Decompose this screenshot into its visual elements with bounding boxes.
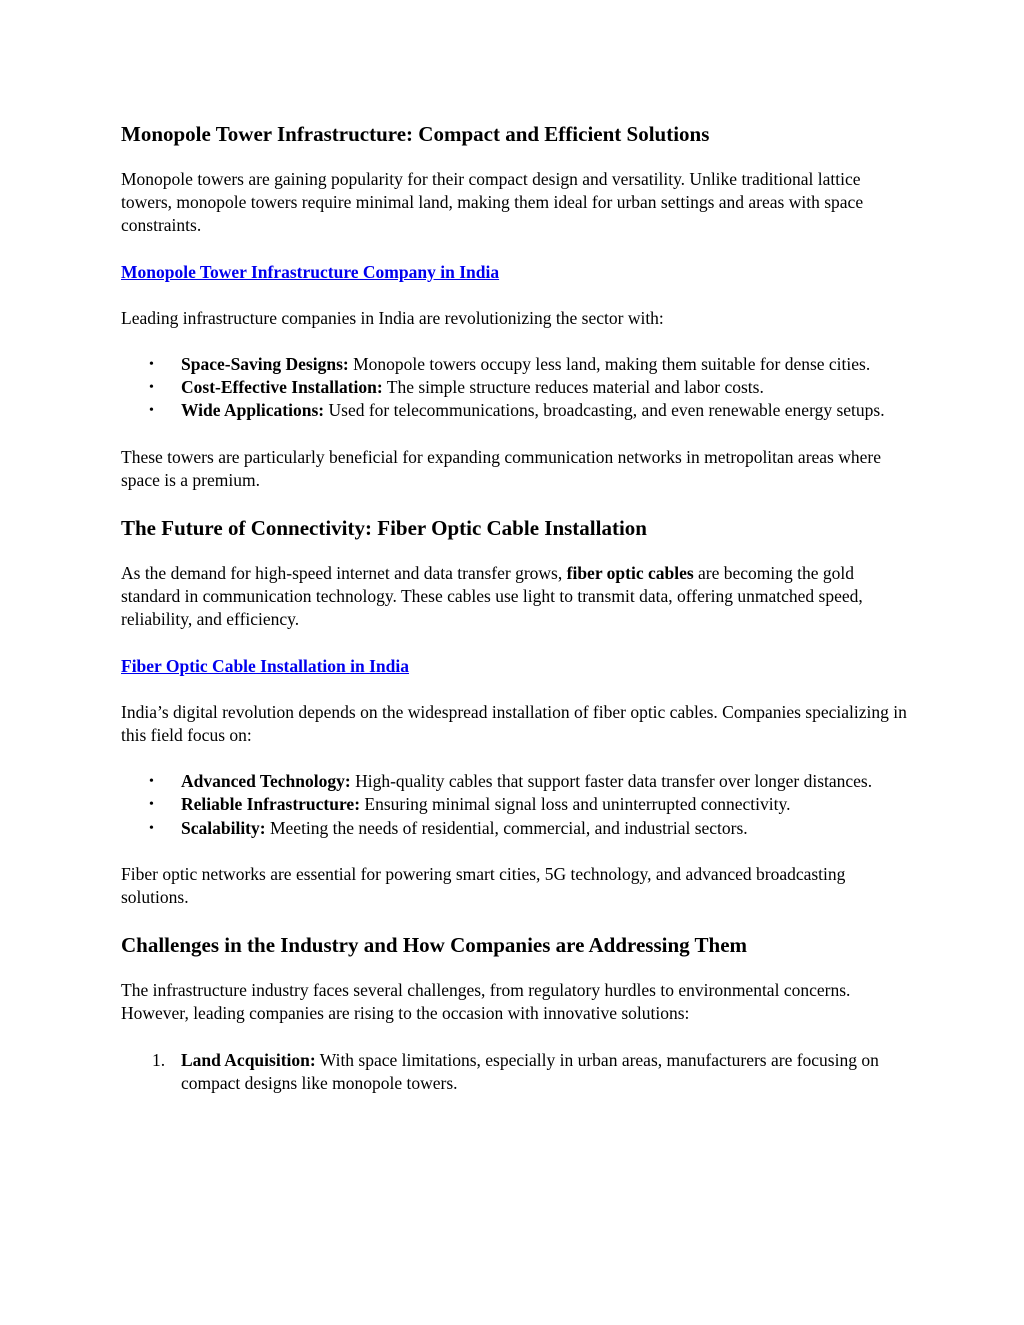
bullet-text: Monopole towers occupy less land, making them suitable for dense cities.	[348, 354, 871, 375]
fiber-installation-link[interactable]: Fiber Optic Cable Installation in India	[121, 655, 409, 676]
bullet-text: Ensuring minimal signal loss and uninterrupted connectivity.	[360, 794, 791, 815]
section-heading-challenges: Challenges in the Industry and How Companies are Addressing Them	[121, 933, 748, 958]
monopole-intro-paragraph: Monopole towers are gaining popularity for their compact design and versatility. Unlike traditional lattice towers, monopole towers require minimal land, making them ideal for urban settings and areas with space constraints.	[121, 169, 864, 236]
fiber-intro-text: As the demand for high-speed internet and data transfer grows,	[121, 563, 567, 584]
fiber-intro-paragraph	[121, 562, 911, 632]
list-item	[121, 353, 911, 376]
fiber-intro-text-end: are becoming the gold standard in communication technology. These cables use light to transmit data, offering unmatched speed, reliability, and efficiency.	[121, 563, 863, 630]
list-item	[121, 793, 911, 816]
fiber-intro-bold: fiber optic cables	[566, 563, 694, 584]
bullet-term: Cost-Effective Installation:	[181, 377, 383, 398]
monopole-benefits-list	[121, 353, 911, 423]
fiber-closing-paragraph: Fiber optic networks are essential for powering smart cities, 5G technology, and advanced broadcasting solutions.	[121, 863, 846, 908]
fiber-focus-list	[121, 770, 911, 840]
bullet-text: High-quality cables that support faster data transfer over longer distances.	[350, 771, 873, 792]
bullet-term: Space-Saving Designs:	[181, 354, 349, 375]
bullet-term: Reliable Infrastructure:	[181, 794, 361, 815]
section-heading-fiber: The Future of Connectivity: Fiber Optic Cable Installation	[121, 516, 647, 541]
list-item	[121, 399, 911, 422]
bullet-text: The simple structure reduces material and labor costs.	[382, 377, 764, 398]
list-term: Land Acquisition:	[181, 1049, 316, 1070]
list-number: 1.	[152, 1049, 166, 1070]
bullet-text: Used for telecommunications, broadcasting, and even renewable energy setups.	[324, 400, 885, 421]
list-item	[121, 817, 911, 840]
monopole-company-link[interactable]: Monopole Tower Infrastructure Company in India	[121, 261, 500, 282]
section-heading-monopole: Monopole Tower Infrastructure: Compact and Efficient Solutions	[121, 122, 710, 146]
monopole-closing-paragraph: These towers are particularly beneficial for expanding communication networks in metropolitan areas where space is a premium.	[121, 446, 881, 490]
fiber-lead-paragraph: India’s digital revolution depends on the widespread installation of fiber optic cables. Companies specializing in this field focus on:	[121, 701, 907, 746]
bullet-term: Advanced Technology:	[181, 771, 351, 792]
bullet-text: Meeting the needs of residential, commercial, and industrial sectors.	[265, 817, 748, 838]
document-page	[121, 121, 911, 1095]
monopole-lead-paragraph: Leading infrastructure companies in India are revolutionizing the sector with:	[121, 307, 664, 328]
list-item	[121, 376, 911, 399]
bullet-icon: •	[149, 797, 154, 813]
bullet-icon: •	[149, 403, 154, 419]
bullet-icon: •	[149, 380, 154, 396]
list-text: With space limitations, especially in urban areas, manufacturers are focusing on compact designs like monopole towers.	[181, 1049, 879, 1093]
challenges-list	[121, 1049, 911, 1095]
list-item	[121, 1049, 911, 1095]
challenges-intro-paragraph: The infrastructure industry faces several challenges, from regulatory hurdles to environmental concerns. However, leading companies are rising to the occasion with innovative solutions:	[121, 980, 851, 1024]
list-item	[121, 770, 911, 793]
bullet-icon: •	[149, 774, 154, 790]
bullet-icon: •	[149, 820, 154, 836]
bullet-icon: •	[149, 357, 154, 373]
bullet-term: Wide Applications:	[181, 400, 325, 421]
bullet-term: Scalability:	[181, 817, 266, 838]
